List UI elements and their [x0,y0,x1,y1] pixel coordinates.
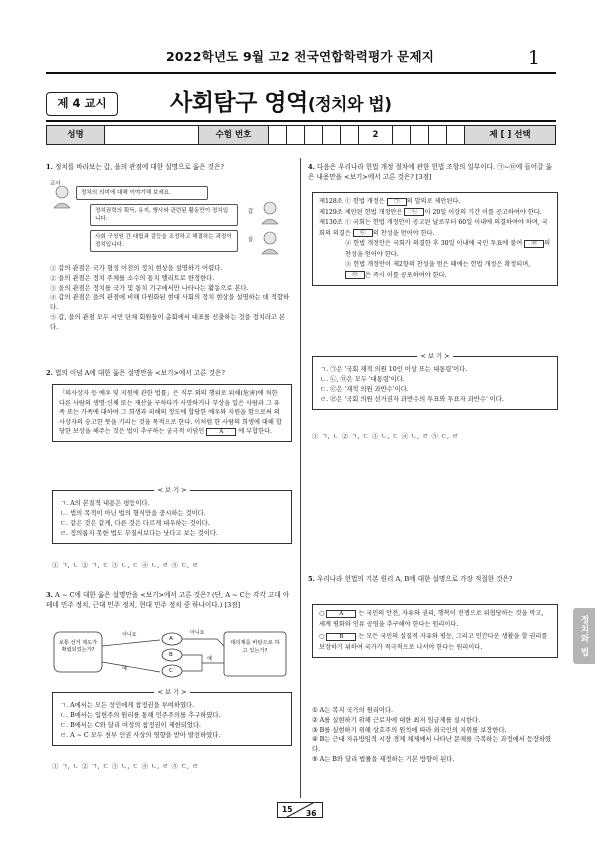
q4-answers[interactable]: ① ㄱ, ㄴ ② ㄱ, ㄷ ③ ㄴ, ㄷ ④ ㄴ, ㄹ ⑤ ㄷ, ㄹ [312,432,459,440]
q5-option-5[interactable]: ⑤ A는 B와 달리 법률을 제정하는 기본 방향이 된다. [312,755,455,763]
q3-node-c: C [169,668,173,674]
exam-digit-box[interactable] [411,126,429,144]
q4-bogi-title: < 보 기 > [313,352,557,362]
q3-number: 3. [46,591,53,599]
q3-bogi-item: ㄴ. B에서는 입헌주의 원리를 통해 민주주의를 추구하였다. [60,712,221,720]
q3-flowchart [52,626,292,682]
q3-label-no-2: 아니요 [190,630,205,636]
page-footer [277,802,323,818]
subject-sub: (정치와 법) [307,95,392,115]
exam-digit-box[interactable] [341,126,359,144]
period-badge: 제 4 교시 [46,92,118,116]
q3-node-b: B [169,652,173,658]
q2-bogi-item: ㄹ. 정의롭지 못한 법도 무질서보다는 낫다고 보는 것이다. [60,530,218,538]
footer-total-pages: 36 [306,809,317,818]
q4-bogi [312,353,558,410]
q2-answers[interactable]: ① ㄱ, ㄴ ② ㄱ, ㄷ ③ ㄴ, ㄷ ④ ㄴ, ㄹ ⑤ ㄷ, ㄹ [52,561,199,569]
q2-number: 2. [46,369,53,377]
q1-option-4[interactable]: ④ 갑의 관점은 을의 관점에 비해 다원화된 현대 사회의 정치 현상을 설명하는 데 적합하다. [50,294,290,311]
q2-bogi-title: < 보 기 > [53,486,291,496]
q4-bogi-item: ㄷ. ㉢은 '재적 의원 과반수'이다. [320,386,409,394]
q1-number: 1. [46,163,53,171]
q1-option-5[interactable]: ⑤ 갑, 을의 관점 모두 시민 단체 회원들이 총회에서 대표를 선출하는 것을 정치라고 본다. [50,313,286,331]
q4-bogi-item: ㄴ. ㉡, ㉤은 모두 '대통령'이다. [320,376,405,384]
q3-bogi-item: ㄱ. A에서는 모든 성인에게 참정권을 부여하였다. [60,702,195,709]
footer-current-page: 15 [282,805,293,814]
q3-stem [46,590,292,610]
exam-digit-fixed: 2 [359,126,393,144]
q3-label-yes-2: 예 [207,656,212,662]
exam-digit-box[interactable] [323,126,341,144]
exam-digit-box[interactable] [269,126,287,144]
q3-stem-text: A ~ C에 대한 옳은 설명만을 <보기>에서 고른 것은? (단, A ~ C는 각각 고대 아테네 민주 정치, 근대 민주 정치, 현대 민주 정치 중 하나이다.) [3점] [46,591,290,610]
eul-speech: 사회 구성원 간 대립과 갈등을 조정하고 해결하는 과정이 정치입니다. [90,230,238,252]
column-divider [300,158,301,798]
q4-number: 4. [308,163,315,171]
subject-rule [46,120,556,122]
q3-end-node: 대의제를 바탕으로 하고 있는가? [230,640,280,654]
student-eul-avatar-icon [264,232,276,244]
q5-options [312,706,558,765]
gap-label: 갑 [248,209,254,215]
student-gap-body-icon [262,219,278,224]
q4-art128: 제128조 ① 헌법 개정은 ㉠ 의 발의로 제안된다. [319,198,461,205]
q5-passage [312,604,558,658]
q3-start-node: 보통 선거 제도가 확립되었는가? [58,640,98,654]
q2-passage [52,384,292,442]
q1-stem [46,162,292,172]
q3-label-yes-1: 예 [122,666,127,672]
teacher-label: 교사 [50,181,61,187]
q4-art130-3: ③ 헌법 개정안이 제2항의 찬성을 얻은 때에는 헌법 개정은 확정되며, ㉤ 은 즉시 이를 공포하여야 한다. [345,261,531,279]
name-label: 성명 [47,126,105,144]
student-eul-body-icon [262,249,278,254]
q1-figure [50,180,290,260]
q4-bogi-item: ㄱ. ㉠은 '국회 재적 의원 10인 이상 또는 대통령'이다. [320,366,468,373]
subject-title [170,86,391,121]
q1-option-3[interactable]: ③ 을의 관점은 정치를 국가 및 통치 기구에서만 나타나는 활동으로 본다. [50,284,249,292]
q5-option-3[interactable]: ③ B를 실현하기 위해 상호주의 원칙에 따라 외국인의 지위를 보장한다. [312,726,507,734]
q3-bogi-item: ㄷ. B에서는 C와 달리 여성의 참정권이 제한되었다. [60,722,202,730]
q4-art130-2: ② 헌법 개정안은 국회가 의결한 후 30일 이내에 국민 투표에 붙여 ㉣ 의 찬성을 얻어야 한다. [345,240,551,258]
q4-art129: 제129조 제안된 헌법 개정안은 ㉡ 이 20일 이상의 기간 이를 공고하여야 한다. [319,208,542,216]
exam-title: 2022학년도 9월 고2 전국연합학력평가 문제지 [166,49,434,64]
name-bar [46,125,556,145]
q4-stem-text: 다음은 우리나라 헌법 개정 절차에 관한 헌법 조항의 일부이다. ㉠~㉤에 들어갈 옳은 내용만을 <보기>에서 고른 것은? [3점] [308,163,552,182]
teacher-speech: 정치의 의미에 대해 이야기해 보세요. [76,186,208,200]
page-number: 1 [527,47,540,69]
edge-no-to-a [102,640,160,646]
q2-bogi-item: ㄴ. 법의 목적이 아닌 법의 형식만을 중시하는 것이다. [60,510,206,518]
q2-bogi [52,487,292,544]
q5-option-2[interactable]: ② A를 실현하기 위해 근로자에 대한 최저 임금제를 실시한다. [312,716,481,724]
q4-articles [312,192,558,286]
q3-bogi [52,689,292,746]
exam-no-label: 수험 번호 [199,126,269,144]
q3-node-a: A [169,636,173,642]
q2-bogi-item: ㄱ. A의 본질적 내용은 평등이다. [60,500,150,507]
q1-option-1[interactable]: ① 갑의 관점은 국가 형성 이전의 정치 현상을 설명하기 어렵다. [50,265,223,272]
q5-stem-text: 우리나라 헌법의 기본 원리 A, B에 대한 설명으로 가장 적절한 것은? [317,575,513,583]
q4-bogi-item: ㄹ. ㉣은 '국회 의원 선거권자 과반수의 투표와 투표자 과반수' 이다. [320,396,504,404]
student-gap-avatar-icon [264,202,276,214]
edge-yes-to-c [102,662,160,672]
q4-art130-1: 제130조 ① 국회는 헌법 개정안이 공고된 날로부터 60일 이내에 의결하여야 하며, 국회의 의결은 ㉢ 의 찬성을 얻어야 한다. [319,219,548,237]
name-field[interactable] [105,126,199,144]
q3-label-no-1: 아니요 [122,632,137,638]
gap-speech: 정치권력의 획득, 유지, 행사와 관련된 활동만이 정치입니다. [90,204,238,226]
eul-label: 을 [248,237,254,243]
header-rule [46,72,556,74]
q2-stem-text: 법의 이념 A에 대한 옳은 설명만을 <보기>에서 고른 것은? [55,369,225,377]
q5-option-4[interactable]: ④ B는 근대 자유방임적 시장 경제 체제에서 나타난 문제를 극복하는 과정에서 등장하였다. [312,736,552,753]
q3-bogi-item: ㄹ. A ~ C 모두 천부 인권 사상의 영향을 받아 발전하였다. [60,732,221,740]
q1-stem-text: 정치를 바라보는 갑, 을의 관점에 대한 설명으로 옳은 것은? [55,163,224,171]
q2-bogi-item: ㄷ. 같은 것은 같게, 다른 것은 다르게 대우하는 것이다. [60,520,210,528]
exam-digit-box[interactable] [447,126,465,144]
q3-bogi-title: < 보 기 > [53,688,291,698]
q2-stem [46,368,292,378]
q2-blank-a: A [206,428,236,436]
q1-option-2[interactable]: ② 을의 관점은 정치 주체를 소수의 통치 엘리트로 한정한다. [50,274,215,282]
exam-digit-box[interactable] [305,126,323,144]
teacher-body-icon [54,203,70,208]
q5-stem [308,574,558,584]
subject-side-tab: 정치와 법 [573,608,595,664]
q2-passage-tail: 에 부합한다. [238,428,273,436]
exam-digit-box[interactable] [393,126,411,144]
exam-digit-box[interactable] [287,126,305,144]
q5-principle-a: ○ A 는 국민의 안전, 자유와 권리, 행복이 전쟁으로 위협당하는 것을 막고, 세계 평화와 인류 공영을 추구해야 한다는 원리이다. [319,610,544,628]
q5-number: 5. [308,575,315,583]
q1-options [50,264,292,332]
q5-option-1[interactable]: ① A는 복지 국가의 원리이다. [312,707,394,714]
q5-principle-b: ○ B 는 모든 국민의 실질적 자유와 평등, 그리고 인간다운 생활을 할 권리를 보장하기 위하여 국가가 적극적으로 나서야 한다는 원리이다. [319,633,548,651]
q2-passage-text: 「의사상자 등 예우 및 지원에 관한 법률」은 직무 외의 행위로 위해(危害)에 처한 다른 사람의 생명·신체 또는 재산을 구하다가 사망하거나 부상을 입은 사람과 그 유족 또는 가족에 대하여 그 희생과 피해의 정도에 합당한 예우와 지원을 함으로써 의사상자의 숭고한 뜻을 기리는 것을 목적으로 한다. 이처럼 한 사람의 희생에 대해 합당한 보상을 해주는 것은 법이 추구하는 궁극적 이념인 [59,390,282,436]
q4-stem [308,162,558,182]
exam-digit-box[interactable] [429,126,447,144]
subject-main: 사회탐구 영역 [170,90,308,116]
q3-answers[interactable]: ① ㄱ, ㄴ ② ㄱ, ㄷ ③ ㄴ, ㄷ ④ ㄴ, ㄹ ⑤ ㄷ, ㄹ [52,762,199,770]
choice-label: 제 [ ] 선택 [465,126,555,144]
